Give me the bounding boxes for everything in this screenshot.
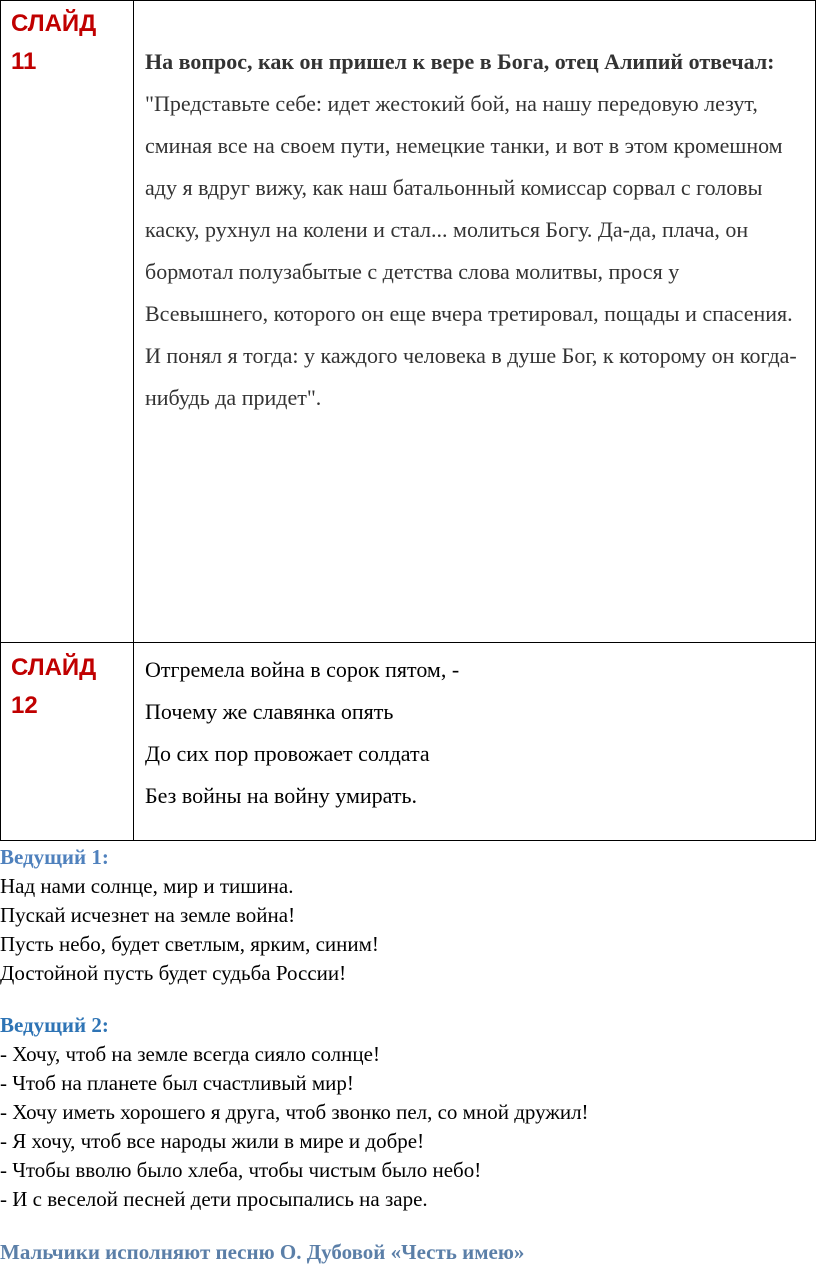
slide-row [1,1,816,643]
poem-line: Без войны на войну умирать. [145,783,417,808]
slide-label-cell [1,643,134,841]
slide-row [1,643,816,841]
slide-label: СЛАЙД 11 [11,10,97,75]
slide-label-cell [1,1,134,643]
speech-line: - Хочу иметь хорошего я друга, чтоб звонко пел, со мной дружил! [0,1100,589,1124]
poem-line: Отгремела война в сорок пятом, - [145,657,460,682]
speech-line: Пускай исчезнет на земле война! [0,903,296,927]
speech-line: - Чтоб на планете был счастливый мир! [0,1071,354,1095]
speech-line: - Я хочу, чтоб все народы жили в мире и добре! [0,1129,425,1153]
host-2-block [0,1011,816,1214]
speaker-label: Ведущий 1: [0,845,109,869]
speech-line: - И с веселой песней дети просыпались на заре. [0,1187,428,1211]
closing-note: Мальчики исполняют песню О. Дубовой «Честь имею» [0,1240,525,1264]
speech-line: - Хочу, чтоб на земле всегда сияло солнце! [0,1042,380,1066]
speech-line: - Чтобы вволю было хлеба, чтобы чистым было небо! [0,1158,482,1182]
slide-quote: "Представьте себе: идет жестокий бой, на нашу передовую лезут, сминая все на своем пути, немецкие танки, и вот в этом кромешном аду я вдруг вижу, как наш батальонный комиссар сорвал с головы каску, рухнул на колени и стал... молиться Богу. Да-да, плача, он бормотал полузабытые с детства слова молитвы, прося у Всевышнего, которого он еще вчера третировал, пощады и спасения. И понял я тогда: у каждого человека в душе Бог, к которому он когда-нибудь да придет". [145,91,797,410]
host-1-block [0,843,816,988]
speech-line: Достойной пусть будет судьба России! [0,961,347,985]
slide-content-cell [134,1,816,643]
slide-content-cell [134,643,816,841]
poem-line: Почему же славянка опять [145,699,394,724]
slide-heading: На вопрос, как он пришел к вере в Бога, отец Алипий отвечал: [145,49,775,74]
poem-line: До сих пор провожает солдата [145,741,430,766]
speech-line: Пусть небо, будет светлым, ярким, синим! [0,932,379,956]
slide-label: СЛАЙД 12 [11,654,97,719]
speaker-label: Ведущий 2: [0,1013,109,1037]
speech-line: Над нами солнце, мир и тишина. [0,874,294,898]
